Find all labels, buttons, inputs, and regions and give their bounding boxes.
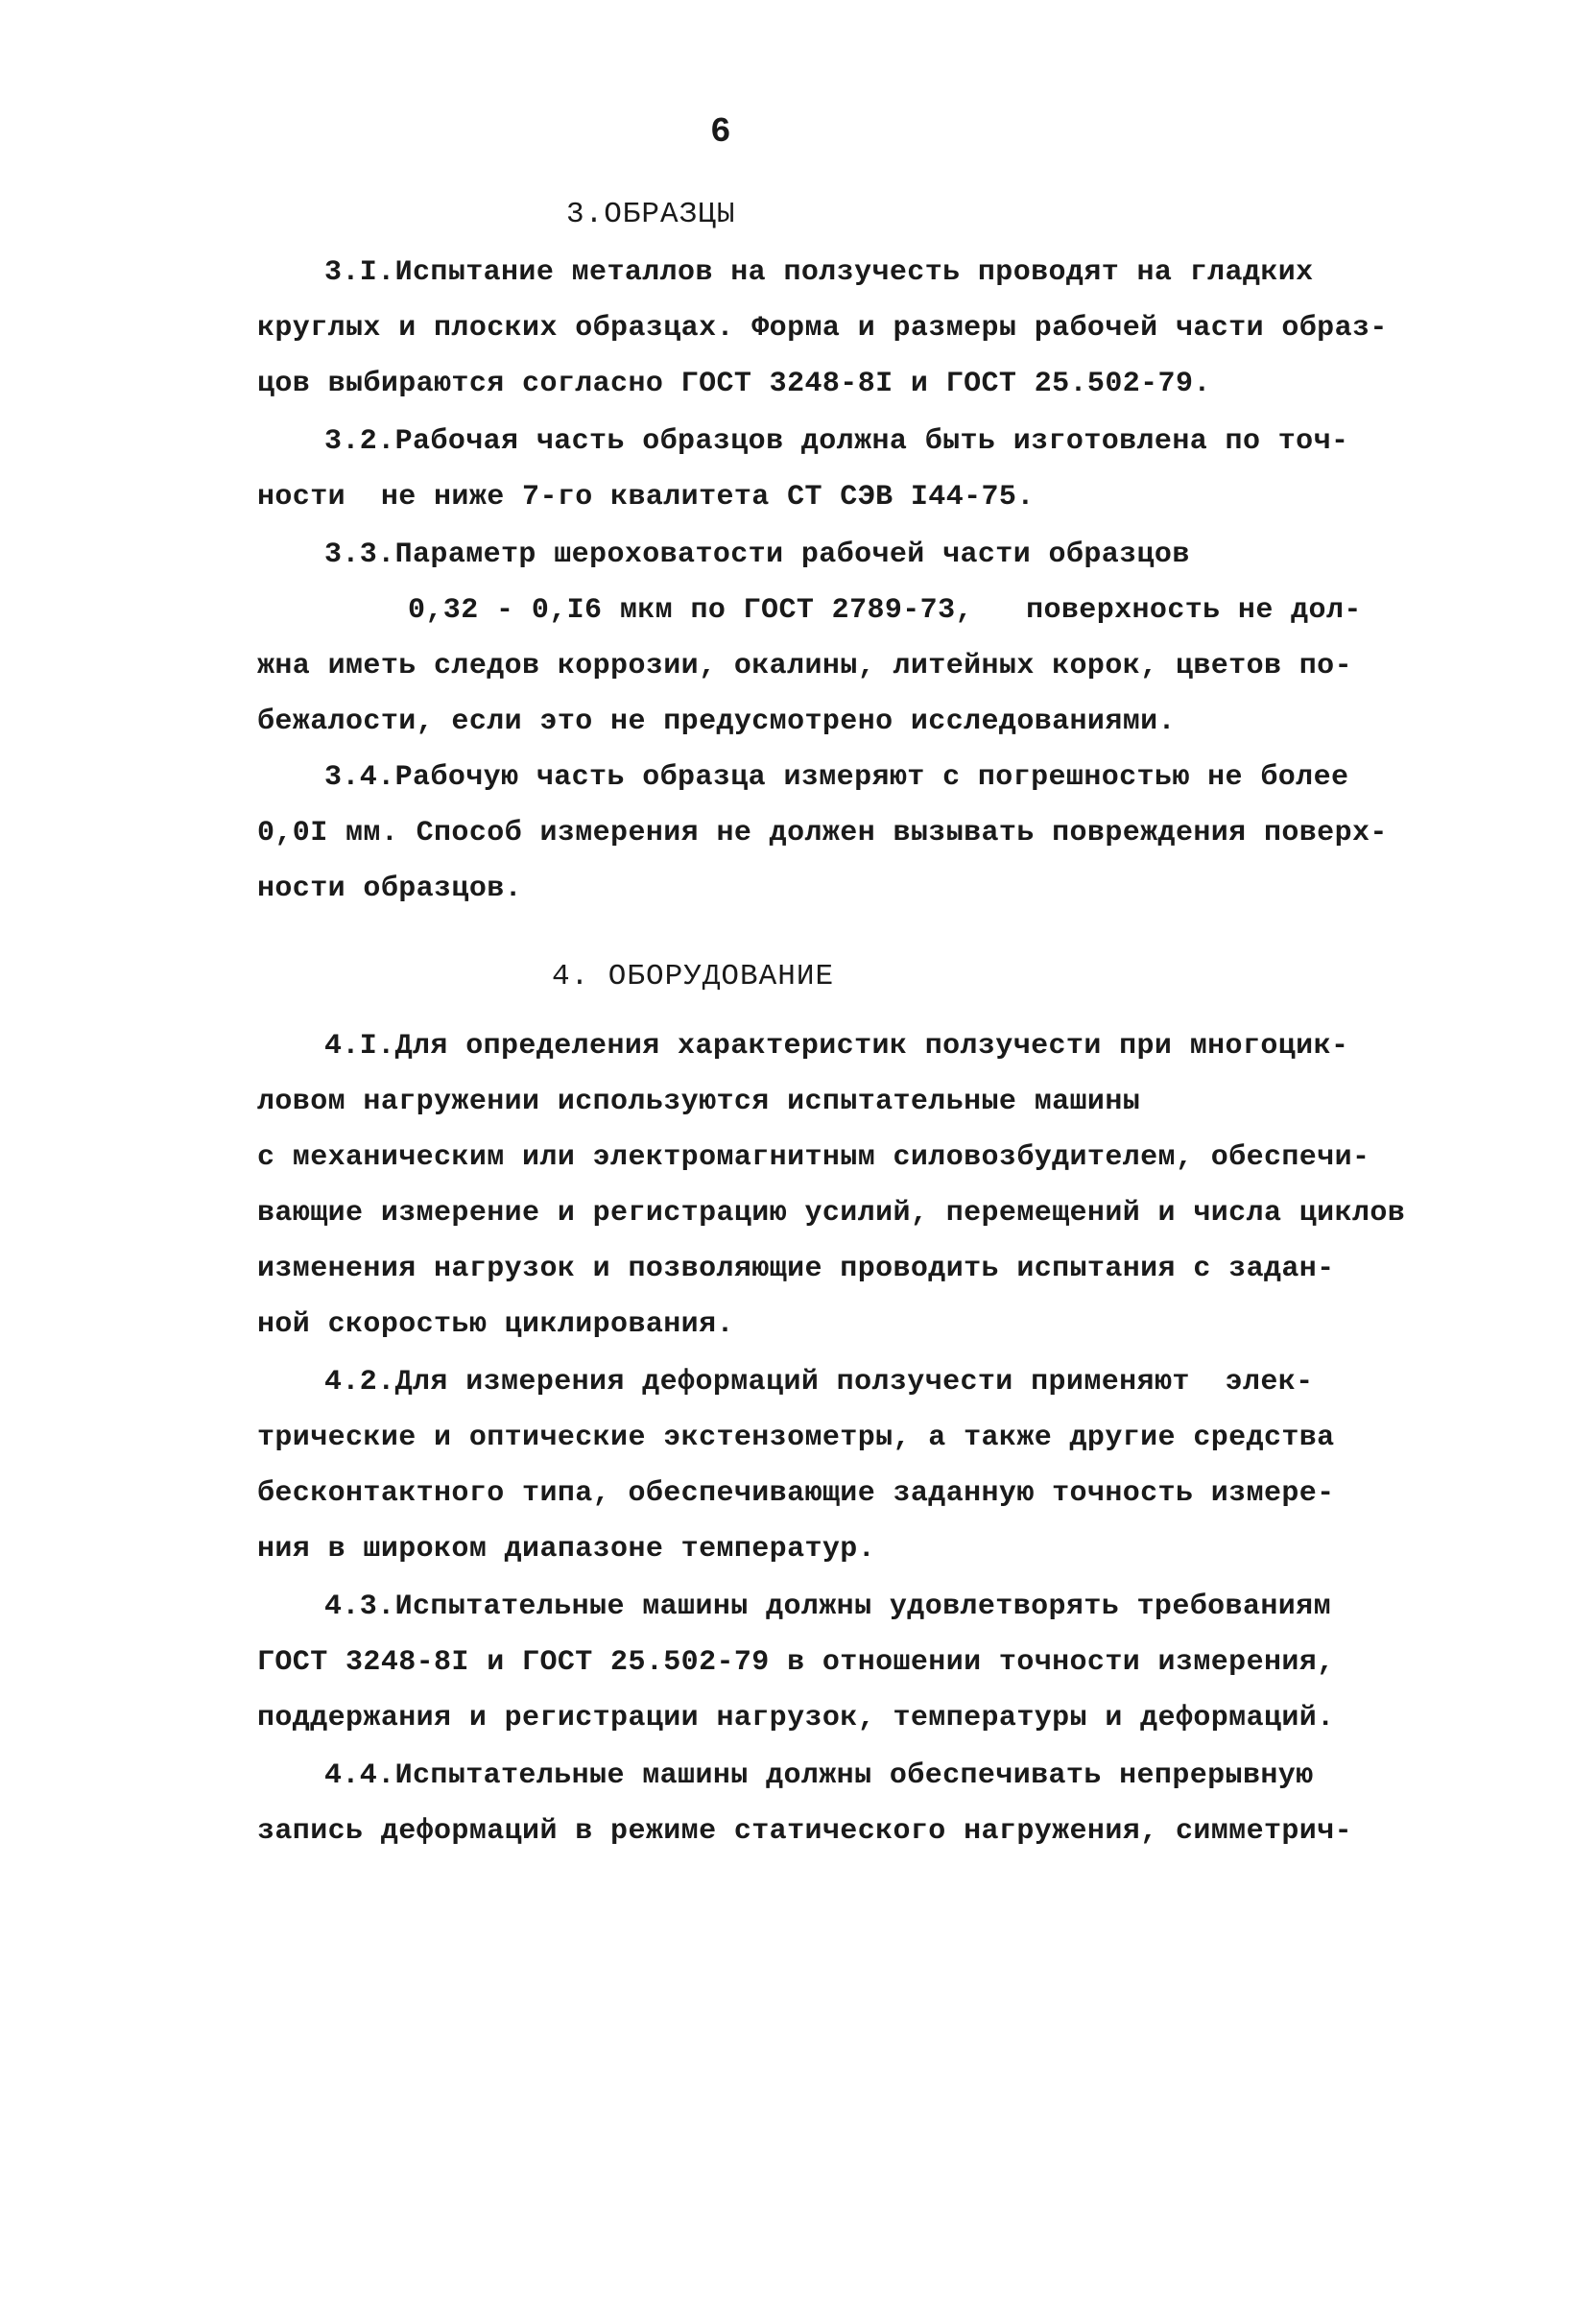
- text-line: запись деформаций в режиме статического нагружения, симметрич-: [257, 1815, 1352, 1848]
- text-line: ной скоростью циклирования.: [257, 1308, 734, 1341]
- text-line: 3.4.Рабочую часть образца измеряют с погрешностью не более: [324, 761, 1349, 794]
- text-line: жна иметь следов коррозии, окалины, литейных корок, цветов по-: [257, 650, 1352, 682]
- text-line: ности не ниже 7-го квалитета СТ СЭВ I44-75.: [257, 481, 1035, 514]
- text-line: 4.4.Испытательные машины должны обеспечивать непрерывную: [324, 1759, 1314, 1792]
- text-line: 4.I.Для определения характеристик ползучести при многоцик-: [324, 1030, 1349, 1063]
- text-line: 3.I.Испытание металлов на ползучесть проводят на гладких: [324, 256, 1314, 289]
- text-line: [324, 1363, 1314, 1401]
- text-line: цов выбираются согласно ГОСТ 3248-8I и ГОСТ 25.502-79.: [257, 368, 1211, 400]
- section-3-heading: 3.ОБРАЗЦЫ: [566, 198, 736, 231]
- text-line: бежалости, если это не предусмотрено исследованиями.: [257, 706, 1176, 738]
- text-line: изменения нагрузок и позволяющие проводить испытания с задан-: [257, 1253, 1335, 1285]
- text-line: ловом нагружении используются испытательные машины: [257, 1086, 1141, 1118]
- text-line: поддержания и регистрации нагрузок, температуры и деформаций.: [257, 1702, 1335, 1734]
- text-line: ния в широком диапазоне температур.: [257, 1533, 876, 1566]
- text-line: с механическим или электромагнитным силовозбудителем, обеспечи-: [257, 1141, 1370, 1174]
- text-line: ГОСТ 3248-8I и ГОСТ 25.502-79 в отношении точности измерения,: [257, 1646, 1335, 1679]
- text-line: 4.3.Испытательные машины должны удовлетворять требованиям: [324, 1591, 1331, 1623]
- text-line: 0,32 - 0,I6 мкм по ГОСТ 2789-73, поверхность не дол-: [408, 594, 1362, 627]
- text-line: 0,0I мм. Способ измерения не должен вызывать повреждения поверх-: [257, 817, 1388, 849]
- text-line: круглых и плоских образцах. Форма и размеры рабочей части образ-: [257, 312, 1388, 345]
- text-line: трические и оптические экстензометры, а также другие средства: [257, 1422, 1335, 1454]
- bold-word: применяют: [1031, 1366, 1190, 1399]
- text-line: ности образцов.: [257, 873, 523, 905]
- text-line: бесконтактного типа, обеспечивающие заданную точность измере-: [257, 1477, 1335, 1510]
- text-line: 3.2.Рабочая часть образцов должна быть изготовлена по точ-: [324, 425, 1349, 458]
- page-number: 6: [710, 112, 731, 152]
- text-line: вающие измерение и регистрацию усилий, перемещений и числа циклов: [257, 1197, 1406, 1230]
- text-span: элек-: [1189, 1366, 1314, 1399]
- section-4-heading: 4. ОБОРУДОВАНИЕ: [552, 960, 835, 993]
- text-span: 4.2.Для измерения деформаций ползучести: [324, 1366, 1032, 1399]
- text-line: 3.3.Параметр шероховатости рабочей части образцов: [324, 538, 1190, 571]
